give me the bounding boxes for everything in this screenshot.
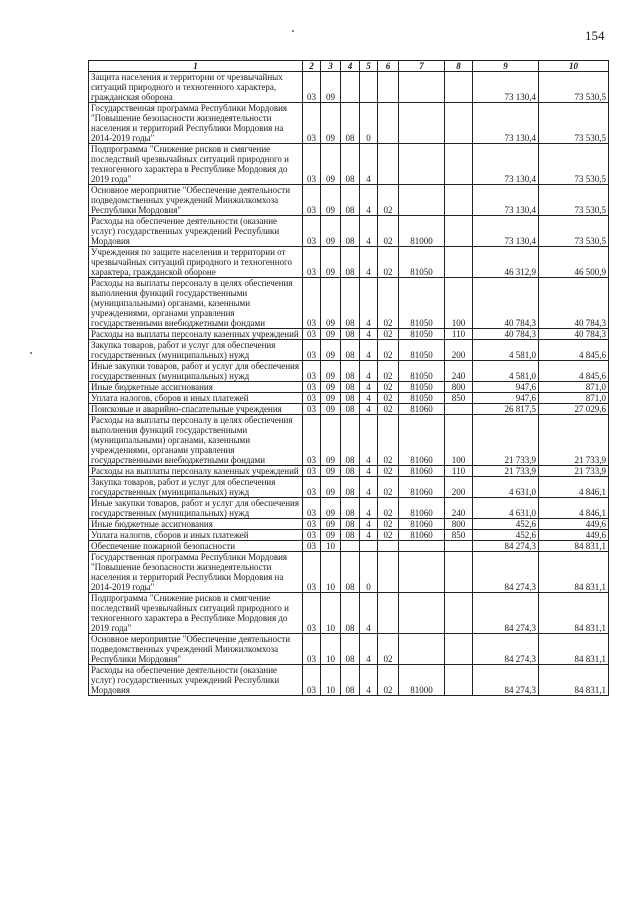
table-row	[89, 361, 609, 382]
table-row	[89, 144, 609, 185]
code-target	[399, 634, 445, 665]
code-section: 10	[321, 634, 341, 665]
code-subprogram: 02	[378, 477, 399, 498]
amount-col-9: 46 312,9	[473, 247, 539, 278]
table-row	[89, 519, 609, 530]
code-program: 4	[360, 382, 378, 393]
table-row	[89, 329, 609, 340]
code-ministry: 03	[303, 541, 321, 552]
amount-col-10: 84 831,1	[539, 634, 609, 665]
amount-col-9: 4 631,0	[473, 498, 539, 519]
code-program: 4	[360, 216, 378, 247]
code-section: 09	[321, 278, 341, 329]
row-name: Иные бюджетные ассигнования	[89, 519, 303, 530]
amount-col-10: 73 530,5	[539, 103, 609, 144]
code-target: 81050	[399, 382, 445, 393]
amount-col-9: 40 784,3	[473, 278, 539, 329]
row-name: Расходы на выплаты персоналу в целях обеспечения выполнения функций государственными (муниципальными) органами, казенными учреждениями, органами управления государственными внебюджетными фондами	[89, 278, 303, 329]
row-name: Закупка товаров, работ и услуг для обеспечения государственных (муниципальных) нужд	[89, 340, 303, 361]
code-target	[399, 552, 445, 593]
code-section: 10	[321, 593, 341, 634]
code-program: 4	[360, 404, 378, 415]
amount-col-10: 4 845,6	[539, 361, 609, 382]
column-header-6: 6	[378, 61, 399, 72]
code-subsection: 08	[341, 634, 360, 665]
amount-col-10: 40 784,3	[539, 278, 609, 329]
code-subprogram: 02	[378, 361, 399, 382]
code-expense-type	[445, 541, 473, 552]
amount-col-9: 73 130,4	[473, 144, 539, 185]
row-name: Уплата налогов, сборов и иных платежей	[89, 530, 303, 541]
code-section: 09	[321, 144, 341, 185]
amount-col-9: 21 733,9	[473, 466, 539, 477]
code-section: 09	[321, 466, 341, 477]
code-ministry: 03	[303, 665, 321, 696]
code-subprogram: 02	[378, 634, 399, 665]
table-row	[89, 185, 609, 216]
table-row	[89, 103, 609, 144]
code-subprogram: 02	[378, 340, 399, 361]
row-name: Иные закупки товаров, работ и услуг для обеспечения государственных (муниципальных) нужд	[89, 498, 303, 519]
code-subprogram: 02	[378, 247, 399, 278]
code-subprogram: 02	[378, 519, 399, 530]
code-section: 10	[321, 552, 341, 593]
row-name: Поисковые и аварийно-спасательные учреждения	[89, 404, 303, 415]
code-program: 4	[360, 361, 378, 382]
code-subsection: 08	[341, 340, 360, 361]
code-target: 81000	[399, 665, 445, 696]
code-ministry: 03	[303, 103, 321, 144]
column-header-9: 9	[473, 61, 539, 72]
row-name: Учреждения по защите населения и территории от чрезвычайных ситуаций природного и техногенного характера, гражданской обороне	[89, 247, 303, 278]
code-ministry: 03	[303, 393, 321, 404]
code-section: 10	[321, 665, 341, 696]
code-section: 09	[321, 382, 341, 393]
code-ministry: 03	[303, 634, 321, 665]
amount-col-10: 871,0	[539, 382, 609, 393]
amount-col-10: 84 831,1	[539, 552, 609, 593]
code-section: 09	[321, 477, 341, 498]
code-ministry: 03	[303, 404, 321, 415]
row-name: Расходы на обеспечение деятельности (оказание услуг) государственных учреждений Республики Мордовия	[89, 665, 303, 696]
code-program: 4	[360, 634, 378, 665]
code-expense-type: 240	[445, 498, 473, 519]
table-row	[89, 634, 609, 665]
amount-col-10: 40 784,3	[539, 329, 609, 340]
code-section: 09	[321, 340, 341, 361]
amount-col-9: 84 274,3	[473, 541, 539, 552]
amount-col-10: 4 845,6	[539, 340, 609, 361]
table-row	[89, 466, 609, 477]
amount-col-9: 4 581,0	[473, 340, 539, 361]
code-target: 81060	[399, 530, 445, 541]
row-name: Расходы на выплаты персоналу в целях обеспечения выполнения функций государственными (муниципальными) органами, казенными учреждениями, органами управления государственными внебюджетными фондами	[89, 415, 303, 466]
amount-col-9: 947,6	[473, 382, 539, 393]
code-expense-type	[445, 216, 473, 247]
code-section: 09	[321, 393, 341, 404]
row-name: Основное мероприятие "Обеспечение деятельности подведомственных учреждений Минжилкомхоза Республики Мордовия"	[89, 185, 303, 216]
row-name: Расходы на выплаты персоналу казенных учреждений	[89, 329, 303, 340]
code-subprogram: 02	[378, 466, 399, 477]
code-program	[360, 541, 378, 552]
amount-col-10: 84 831,1	[539, 541, 609, 552]
code-ministry: 03	[303, 329, 321, 340]
code-expense-type	[445, 593, 473, 634]
amount-col-9: 84 274,3	[473, 665, 539, 696]
scan-speck	[292, 30, 294, 32]
code-ministry: 03	[303, 477, 321, 498]
code-subsection: 08	[341, 466, 360, 477]
amount-col-9: 73 130,4	[473, 185, 539, 216]
row-name: Закупка товаров, работ и услуг для обеспечения государственных (муниципальных) нужд	[89, 477, 303, 498]
code-subsection: 08	[341, 404, 360, 415]
code-target: 81050	[399, 340, 445, 361]
code-ministry: 03	[303, 530, 321, 541]
amount-col-10: 21 733,9	[539, 466, 609, 477]
code-expense-type: 110	[445, 466, 473, 477]
code-section: 09	[321, 72, 341, 103]
amount-col-10: 449,6	[539, 519, 609, 530]
amount-col-10: 73 530,5	[539, 216, 609, 247]
code-subsection: 08	[341, 103, 360, 144]
table-row	[89, 498, 609, 519]
code-subprogram: 02	[378, 498, 399, 519]
row-name: Иные бюджетные ассигнования	[89, 382, 303, 393]
amount-col-9: 84 274,3	[473, 593, 539, 634]
code-subsection: 08	[341, 361, 360, 382]
code-program: 0	[360, 552, 378, 593]
code-expense-type	[445, 665, 473, 696]
code-section: 09	[321, 185, 341, 216]
code-program: 4	[360, 340, 378, 361]
code-expense-type	[445, 552, 473, 593]
table-row	[89, 278, 609, 329]
table-header-row	[89, 61, 609, 72]
amount-col-10: 73 530,5	[539, 185, 609, 216]
table-row	[89, 593, 609, 634]
column-header-5: 5	[360, 61, 378, 72]
code-subsection: 08	[341, 519, 360, 530]
amount-col-10: 46 500,9	[539, 247, 609, 278]
code-ministry: 03	[303, 340, 321, 361]
code-target: 81050	[399, 393, 445, 404]
amount-col-9: 452,6	[473, 519, 539, 530]
code-program: 4	[360, 665, 378, 696]
code-program: 4	[360, 593, 378, 634]
amount-col-10: 4 846,1	[539, 477, 609, 498]
amount-col-9: 73 130,4	[473, 72, 539, 103]
code-subsection: 08	[341, 415, 360, 466]
code-target	[399, 185, 445, 216]
code-subprogram: 02	[378, 530, 399, 541]
amount-col-10: 73 530,5	[539, 144, 609, 185]
code-section: 09	[321, 498, 341, 519]
code-subsection: 08	[341, 382, 360, 393]
code-subsection: 08	[341, 477, 360, 498]
code-ministry: 03	[303, 466, 321, 477]
code-ministry: 03	[303, 144, 321, 185]
code-program: 4	[360, 144, 378, 185]
code-section: 09	[321, 329, 341, 340]
code-subprogram	[378, 593, 399, 634]
amount-col-10: 73 530,5	[539, 72, 609, 103]
row-name: Государственная программа Республики Мордовия "Повышение безопасности жизнедеятельности населения и территорий Республики Мордовия на 2014-2019 годы"	[89, 552, 303, 593]
code-section: 09	[321, 216, 341, 247]
code-subprogram: 02	[378, 382, 399, 393]
table-row	[89, 72, 609, 103]
row-name: Уплата налогов, сборов и иных платежей	[89, 393, 303, 404]
code-subprogram	[378, 552, 399, 593]
code-ministry: 03	[303, 593, 321, 634]
row-name: Расходы на выплаты персоналу казенных учреждений	[89, 466, 303, 477]
amount-col-10: 21 733,9	[539, 415, 609, 466]
code-target	[399, 541, 445, 552]
code-expense-type	[445, 247, 473, 278]
table-row	[89, 247, 609, 278]
code-subsection	[341, 72, 360, 103]
column-header-10: 10	[539, 61, 609, 72]
amount-col-9: 4 581,0	[473, 361, 539, 382]
code-subsection: 08	[341, 278, 360, 329]
code-section: 09	[321, 361, 341, 382]
code-subprogram: 02	[378, 278, 399, 329]
code-expense-type	[445, 634, 473, 665]
code-program: 4	[360, 278, 378, 329]
code-expense-type: 800	[445, 382, 473, 393]
code-ministry: 03	[303, 415, 321, 466]
code-subsection: 08	[341, 552, 360, 593]
code-ministry: 03	[303, 278, 321, 329]
code-subsection: 08	[341, 593, 360, 634]
code-program: 4	[360, 498, 378, 519]
code-expense-type: 200	[445, 477, 473, 498]
code-program: 4	[360, 530, 378, 541]
code-program: 4	[360, 466, 378, 477]
amount-col-9: 84 274,3	[473, 552, 539, 593]
code-expense-type	[445, 72, 473, 103]
amount-col-9: 4 631,0	[473, 477, 539, 498]
code-ministry: 03	[303, 72, 321, 103]
code-subsection	[341, 541, 360, 552]
code-subsection: 08	[341, 665, 360, 696]
code-subsection: 08	[341, 247, 360, 278]
scan-speck	[30, 352, 32, 354]
code-program: 4	[360, 247, 378, 278]
code-section: 09	[321, 415, 341, 466]
row-name: Обеспечение пожарной безопасности	[89, 541, 303, 552]
code-ministry: 03	[303, 498, 321, 519]
budget-table	[88, 60, 609, 696]
code-section: 09	[321, 103, 341, 144]
row-name: Иные закупки товаров, работ и услуг для обеспечения государственных (муниципальных) нужд	[89, 361, 303, 382]
code-target	[399, 144, 445, 185]
table-row	[89, 404, 609, 415]
code-expense-type: 850	[445, 393, 473, 404]
code-target: 81050	[399, 329, 445, 340]
column-header-8: 8	[445, 61, 473, 72]
code-target: 81050	[399, 361, 445, 382]
table-row	[89, 665, 609, 696]
code-expense-type: 800	[445, 519, 473, 530]
code-program	[360, 72, 378, 103]
row-name: Государственная программа Республики Мордовия "Повышение безопасности жизнедеятельности населения и территорий Республики Мордовия на 2014-2019 годы"	[89, 103, 303, 144]
code-expense-type	[445, 185, 473, 216]
amount-col-9: 947,6	[473, 393, 539, 404]
code-ministry: 03	[303, 185, 321, 216]
code-subprogram: 02	[378, 415, 399, 466]
code-subprogram: 02	[378, 393, 399, 404]
amount-col-10: 84 831,1	[539, 665, 609, 696]
row-name: Расходы на обеспечение деятельности (оказание услуг) государственных учреждений Республики Мордовия	[89, 216, 303, 247]
amount-col-10: 449,6	[539, 530, 609, 541]
page-number: 154	[585, 28, 605, 43]
code-section: 09	[321, 247, 341, 278]
code-target: 81060	[399, 498, 445, 519]
code-expense-type: 850	[445, 530, 473, 541]
code-subprogram: 02	[378, 185, 399, 216]
table-row	[89, 340, 609, 361]
amount-col-10: 84 831,1	[539, 593, 609, 634]
code-expense-type: 100	[445, 415, 473, 466]
code-target: 81000	[399, 216, 445, 247]
amount-col-9: 452,6	[473, 530, 539, 541]
code-target: 81050	[399, 247, 445, 278]
code-ministry: 03	[303, 247, 321, 278]
code-subprogram: 02	[378, 665, 399, 696]
code-expense-type: 110	[445, 329, 473, 340]
amount-col-9: 21 733,9	[473, 415, 539, 466]
code-subprogram	[378, 103, 399, 144]
code-subsection: 08	[341, 329, 360, 340]
amount-col-9: 73 130,4	[473, 103, 539, 144]
code-subsection: 08	[341, 498, 360, 519]
code-program: 4	[360, 477, 378, 498]
code-ministry: 03	[303, 361, 321, 382]
code-expense-type	[445, 144, 473, 185]
amount-col-10: 871,0	[539, 393, 609, 404]
table-row	[89, 415, 609, 466]
code-target: 81060	[399, 519, 445, 530]
code-program: 4	[360, 329, 378, 340]
row-name: Основное мероприятие "Обеспечение деятельности подведомственных учреждений Минжилкомхоза Республики Мордовия"	[89, 634, 303, 665]
code-subprogram	[378, 144, 399, 185]
code-expense-type: 240	[445, 361, 473, 382]
code-program: 4	[360, 185, 378, 216]
code-subsection: 08	[341, 185, 360, 216]
row-name: Защита населения и территории от чрезвычайных ситуаций природного и техногенного характера, гражданская оборона	[89, 72, 303, 103]
code-subsection: 08	[341, 530, 360, 541]
code-section: 10	[321, 541, 341, 552]
code-program: 4	[360, 393, 378, 404]
code-subsection: 08	[341, 216, 360, 247]
code-section: 09	[321, 404, 341, 415]
code-target	[399, 593, 445, 634]
row-name: Подпрограмма "Снижение рисков и смягчение последствий чрезвычайных ситуаций природного и техногенного характера в Республике Мордовия до 2019 года"	[89, 144, 303, 185]
table-body	[89, 72, 609, 696]
code-subprogram: 02	[378, 329, 399, 340]
code-subsection: 08	[341, 393, 360, 404]
column-header-2: 2	[303, 61, 321, 72]
code-program: 4	[360, 519, 378, 530]
code-subsection: 08	[341, 144, 360, 185]
code-target	[399, 103, 445, 144]
amount-col-10: 4 846,1	[539, 498, 609, 519]
column-header-7: 7	[399, 61, 445, 72]
code-ministry: 03	[303, 382, 321, 393]
column-header-4: 4	[341, 61, 360, 72]
code-ministry: 03	[303, 216, 321, 247]
amount-col-10: 27 029,6	[539, 404, 609, 415]
code-target	[399, 72, 445, 103]
code-section: 09	[321, 519, 341, 530]
table-row	[89, 393, 609, 404]
code-expense-type: 100	[445, 278, 473, 329]
code-target: 81060	[399, 404, 445, 415]
code-subprogram	[378, 72, 399, 103]
table-row	[89, 552, 609, 593]
row-name: Подпрограмма "Снижение рисков и смягчение последствий чрезвычайных ситуаций природного и техногенного характера в Республике Мордовия до 2019 года"	[89, 593, 303, 634]
table-row	[89, 541, 609, 552]
code-subprogram: 02	[378, 404, 399, 415]
code-section: 09	[321, 530, 341, 541]
table-row	[89, 382, 609, 393]
code-ministry: 03	[303, 552, 321, 593]
code-target: 81060	[399, 415, 445, 466]
code-ministry: 03	[303, 519, 321, 530]
code-program: 4	[360, 415, 378, 466]
code-target: 81060	[399, 466, 445, 477]
code-expense-type	[445, 103, 473, 144]
code-expense-type: 200	[445, 340, 473, 361]
column-header-3: 3	[321, 61, 341, 72]
code-subprogram	[378, 541, 399, 552]
code-target: 81060	[399, 477, 445, 498]
code-target: 81050	[399, 278, 445, 329]
table-row	[89, 477, 609, 498]
table-row	[89, 216, 609, 247]
code-program: 0	[360, 103, 378, 144]
amount-col-9: 84 274,3	[473, 634, 539, 665]
amount-col-9: 26 817,5	[473, 404, 539, 415]
code-subprogram: 02	[378, 216, 399, 247]
table-row	[89, 530, 609, 541]
amount-col-9: 40 784,3	[473, 329, 539, 340]
column-header-1: 1	[89, 61, 303, 72]
code-expense-type	[445, 404, 473, 415]
amount-col-9: 73 130,4	[473, 216, 539, 247]
